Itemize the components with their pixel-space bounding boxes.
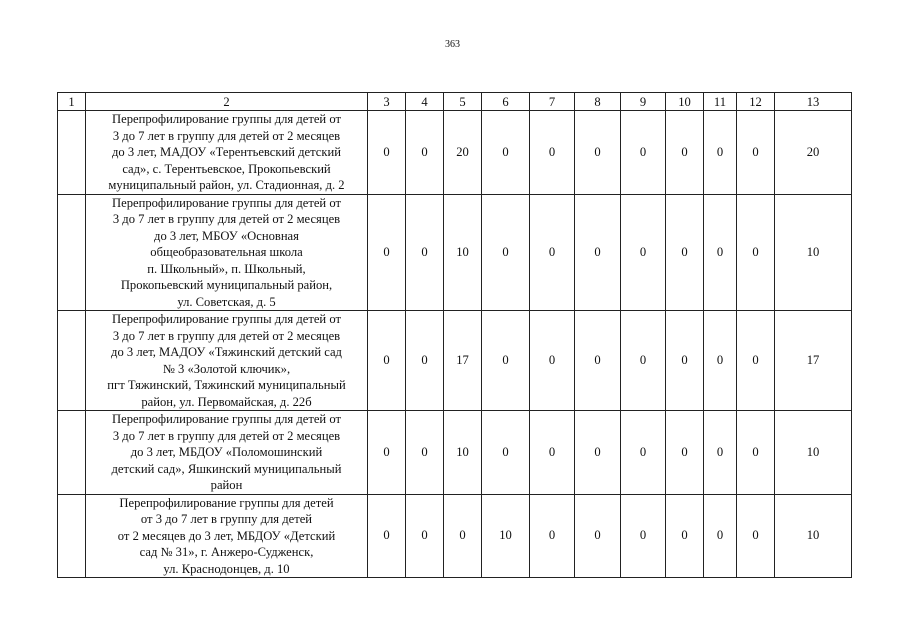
value-cell-col-6: 10 xyxy=(482,494,530,578)
description-line: № 3 «Золотой ключик», xyxy=(162,361,291,376)
description-line: ул. Краснодонцев, д. 10 xyxy=(163,561,290,576)
table-row xyxy=(58,411,852,495)
value-cell-col-13: 10 xyxy=(775,411,852,495)
data-table xyxy=(57,92,852,578)
description-line: 3 до 7 лет в группу для детей от 2 месяцев xyxy=(112,212,341,226)
value-cell-col-7: 0 xyxy=(530,311,575,411)
value-cell-col-5: 20 xyxy=(444,111,482,195)
column-header-10: 10 xyxy=(666,93,704,111)
column-header-13: 13 xyxy=(775,93,852,111)
description-line: Перепрофилирование группы для детей xyxy=(119,495,334,510)
value-cell-col-8: 0 xyxy=(575,494,621,578)
description-line: Прокопьевский муниципальный район, xyxy=(120,278,333,292)
description-cell xyxy=(86,494,368,578)
column-header-11: 11 xyxy=(704,93,737,111)
description-line: район xyxy=(210,478,243,492)
value-cell-col-7: 0 xyxy=(530,111,575,195)
value-cell-col-8: 0 xyxy=(575,311,621,411)
value-cell-col-4: 0 xyxy=(406,411,444,495)
description-line: район, ул. Первомайская, д. 22б xyxy=(141,394,312,409)
value-cell-col-10: 0 xyxy=(666,411,704,495)
description-line: 3 до 7 лет в группу для детей от 2 месяцев xyxy=(112,428,341,443)
description-line: Перепрофилирование группы для детей от xyxy=(112,412,341,426)
description-cell xyxy=(86,311,368,411)
row-number-cell xyxy=(58,411,86,495)
description-line: муниципальный район, ул. Стадионная, д. 2 xyxy=(108,178,345,192)
value-cell-col-11: 0 xyxy=(704,411,737,495)
value-cell-col-12: 0 xyxy=(737,494,775,578)
column-header-6: 6 xyxy=(482,93,530,111)
description-cell xyxy=(86,111,368,195)
description-line: до 3 лет, МБОУ «Основная xyxy=(154,228,299,243)
table-body xyxy=(58,111,852,578)
value-cell-col-5: 10 xyxy=(444,194,482,311)
description-line: сад № 31», г. Анжеро-Судженск, xyxy=(139,545,314,559)
description-line: от 2 месяцев до 3 лет, МБДОУ «Детский xyxy=(117,528,336,543)
value-cell-col-10: 0 xyxy=(666,311,704,411)
value-cell-col-4: 0 xyxy=(406,311,444,411)
value-cell-col-3: 0 xyxy=(368,311,406,411)
description-cell xyxy=(86,194,368,311)
column-header-9: 9 xyxy=(621,93,666,111)
value-cell-col-9: 0 xyxy=(621,494,666,578)
value-cell-col-7: 0 xyxy=(530,494,575,578)
description-line: до 3 лет, МАДОУ «Тяжинский детский сад xyxy=(111,345,342,359)
value-cell-col-10: 0 xyxy=(666,494,704,578)
value-cell-col-10: 0 xyxy=(666,194,704,311)
value-cell-col-8: 0 xyxy=(575,111,621,195)
value-cell-col-5: 10 xyxy=(444,411,482,495)
value-cell-col-9: 0 xyxy=(621,311,666,411)
row-number-cell xyxy=(58,111,86,195)
value-cell-col-3: 0 xyxy=(368,411,406,495)
row-number-cell xyxy=(58,194,86,311)
value-cell-col-7: 0 xyxy=(530,411,575,495)
page-number: 363 xyxy=(445,39,460,50)
value-cell-col-10: 0 xyxy=(666,111,704,195)
description-line: от 3 до 7 лет в группу для детей xyxy=(140,512,313,526)
value-cell-col-11: 0 xyxy=(704,194,737,311)
column-header-8: 8 xyxy=(575,93,621,111)
value-cell-col-13: 17 xyxy=(775,311,852,411)
value-cell-col-3: 0 xyxy=(368,111,406,195)
value-cell-col-6: 0 xyxy=(482,311,530,411)
value-cell-col-8: 0 xyxy=(575,194,621,311)
description-line: ул. Советская, д. 5 xyxy=(177,294,276,309)
table-row xyxy=(58,494,852,578)
description-line: до 3 лет, МБДОУ «Поломошинский xyxy=(130,445,323,459)
value-cell-col-9: 0 xyxy=(621,111,666,195)
column-header-2: 2 xyxy=(86,93,368,111)
row-number-cell xyxy=(58,311,86,411)
value-cell-col-6: 0 xyxy=(482,194,530,311)
description-line: 3 до 7 лет в группу для детей от 2 месяцев xyxy=(112,328,341,343)
value-cell-col-7: 0 xyxy=(530,194,575,311)
value-cell-col-3: 0 xyxy=(368,494,406,578)
description-cell xyxy=(86,411,368,495)
description-line: Перепрофилирование группы для детей от xyxy=(112,112,341,126)
value-cell-col-5: 0 xyxy=(444,494,482,578)
value-cell-col-13: 10 xyxy=(775,494,852,578)
value-cell-col-9: 0 xyxy=(621,411,666,495)
table-header xyxy=(58,93,852,111)
description-line: п. Школьный», п. Школьный, xyxy=(147,261,306,276)
description-line: общеобразовательная школа xyxy=(150,245,303,259)
description-line: пгт Тяжинский, Тяжинский муниципальный xyxy=(107,378,346,392)
table-row xyxy=(58,311,852,411)
value-cell-col-4: 0 xyxy=(406,194,444,311)
description-line: до 3 лет, МАДОУ «Терентьевский детский xyxy=(112,145,341,159)
value-cell-col-6: 0 xyxy=(482,111,530,195)
table-row xyxy=(58,111,852,195)
value-cell-col-12: 0 xyxy=(737,411,775,495)
column-header-1: 1 xyxy=(58,93,86,111)
column-header-5: 5 xyxy=(444,93,482,111)
value-cell-col-11: 0 xyxy=(704,311,737,411)
column-header-4: 4 xyxy=(406,93,444,111)
description-line: Перепрофилирование группы для детей от xyxy=(112,312,341,326)
value-cell-col-12: 0 xyxy=(737,194,775,311)
description-line: сад», с. Терентьевское, Прокопьевский xyxy=(122,161,331,176)
description-line: Перепрофилирование группы для детей от xyxy=(112,195,341,210)
value-cell-col-11: 0 xyxy=(704,111,737,195)
value-cell-col-4: 0 xyxy=(406,494,444,578)
value-cell-col-12: 0 xyxy=(737,111,775,195)
description-line: детский сад», Яшкинский муниципальный xyxy=(111,461,342,476)
value-cell-col-5: 17 xyxy=(444,311,482,411)
row-number-cell xyxy=(58,494,86,578)
description-line: 3 до 7 лет в группу для детей от 2 месяцев xyxy=(112,128,341,143)
value-cell-col-4: 0 xyxy=(406,111,444,195)
column-header-3: 3 xyxy=(368,93,406,111)
column-header-7: 7 xyxy=(530,93,575,111)
value-cell-col-9: 0 xyxy=(621,194,666,311)
value-cell-col-3: 0 xyxy=(368,194,406,311)
value-cell-col-13: 20 xyxy=(775,111,852,195)
header-row xyxy=(58,93,852,111)
table-row xyxy=(58,194,852,311)
column-header-12: 12 xyxy=(737,93,775,111)
value-cell-col-13: 10 xyxy=(775,194,852,311)
value-cell-col-12: 0 xyxy=(737,311,775,411)
value-cell-col-11: 0 xyxy=(704,494,737,578)
value-cell-col-8: 0 xyxy=(575,411,621,495)
value-cell-col-6: 0 xyxy=(482,411,530,495)
